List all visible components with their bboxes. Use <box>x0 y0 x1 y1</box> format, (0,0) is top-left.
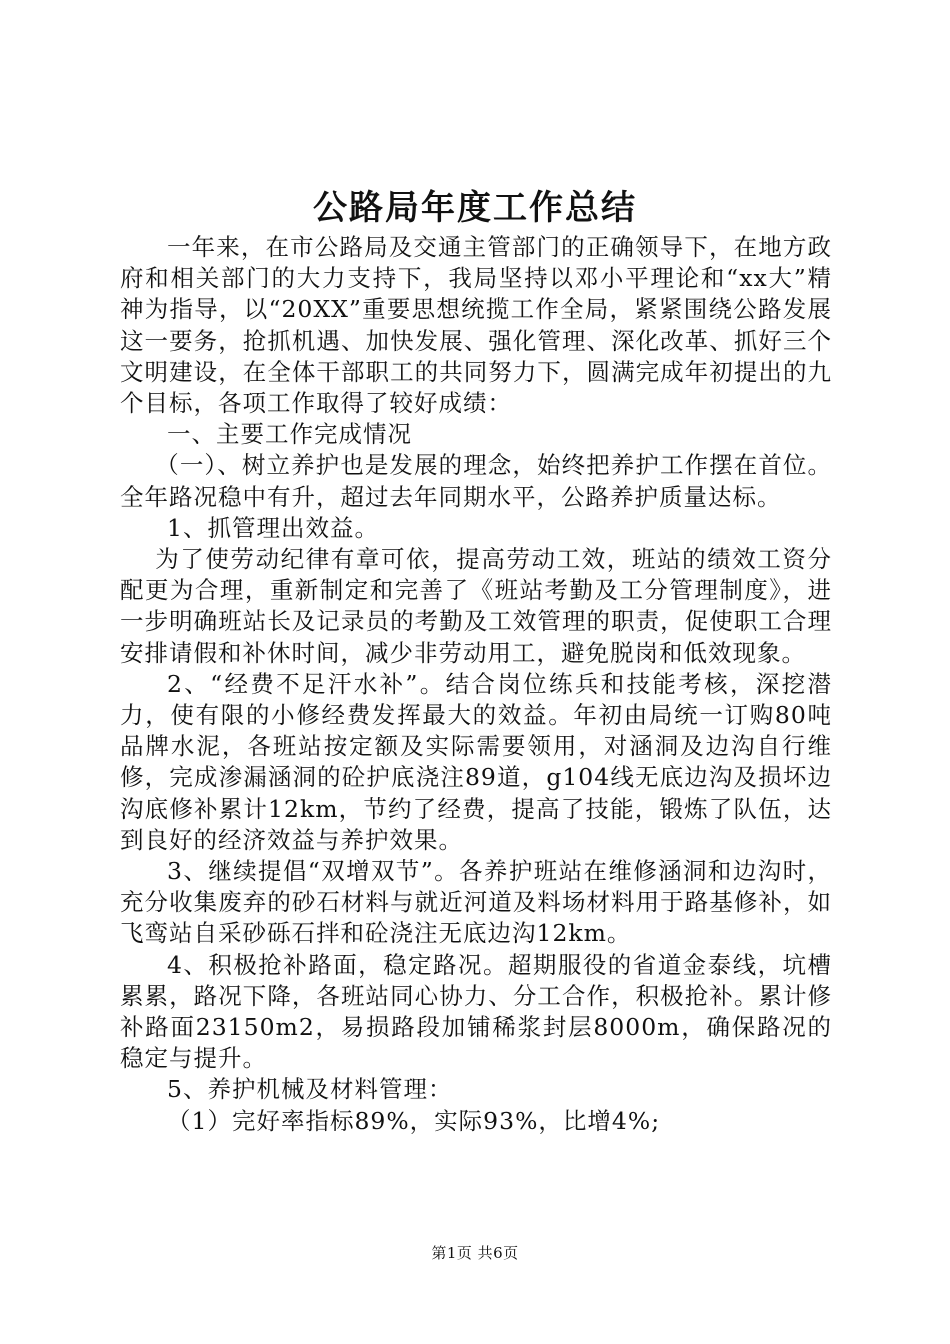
document-title: 公路局年度工作总结 <box>313 188 637 228</box>
paragraph-intact-rate: （1）完好率指标89%，实际93%，比增4%; <box>167 1106 661 1135</box>
paragraph-intro: 一年来，在市公路局及交通主管部门的正确领导下，在地方政府和相关部门的大力支持下，我局坚持以邓小平理论和“xx大”精神为指导，以“20XX”重要思想统揽工作全局，紧紧围绕公路发展这一要务，抢抓机遇、加快发展、强化管理、深化改革、抓好三个文明建设，在全体干部职工的共同努力下，圆满完成年初提出的九个目标，各项工作取得了较好成绩： <box>120 233 832 418</box>
item-heading-management: 1、抓管理出效益。 <box>167 513 379 542</box>
paragraph-funding: 2、“经费不足汗水补”。结合岗位练兵和技能考核，深挖潜力，使有限的小修经费发挥最大的效益。年初由局统一订购80吨品牌水泥，各班站按定额及实际需要领用，对涵洞及边沟自行维修，完成渗漏涵洞的砼护底浇注89道，g104线无底边沟及损坏边沟底修补累计12km，节约了经费，提高了技能，锻炼了队伍，达到良好的经济效益与养护效果。 <box>120 669 832 854</box>
document-body <box>120 232 832 1137</box>
page-footer: 第1页 共6页 <box>431 1244 519 1262</box>
item-heading-machinery: 5、养护机械及材料管理： <box>167 1075 453 1104</box>
paragraph-road-repair: 4、积极抢补路面，稳定路况。超期服役的省道金泰线，坑槽累累，路况下降，各班站同心协力、分工合作，积极抢补。累计修补路面23150m2，易损路段加铺稀浆封层8000m，确保路况的稳定与提升。 <box>120 950 832 1073</box>
subsection-heading-maintenance: （一）、树立养护也是发展的理念，始终把养护工作摆在首位。全年路况稳中有升，超过去年同期水平，公路养护质量达标。 <box>120 451 832 511</box>
section-heading-main-work: 一、主要工作完成情况 <box>167 420 412 449</box>
paragraph-double-increase: 3、继续提倡“双增双节”。各养护班站在维修涵洞和边沟时，充分收集废弃的砂石材料与就近河道及料场材料用于路基修补，如飞鸾站自采砂砾石拌和砼浇注无底边沟12km。 <box>120 857 832 948</box>
paragraph-management: 为了使劳动纪律有章可依，提高劳动工效，班站的绩效工资分配更为合理，重新制定和完善了《班站考勤及工分管理制度》，进一步明确班站长及记录员的考勤及工效管理的职责，促使职工合理安排请假和补休时间，减少非劳动用工，避免脱岗和低效现象。 <box>120 545 832 667</box>
